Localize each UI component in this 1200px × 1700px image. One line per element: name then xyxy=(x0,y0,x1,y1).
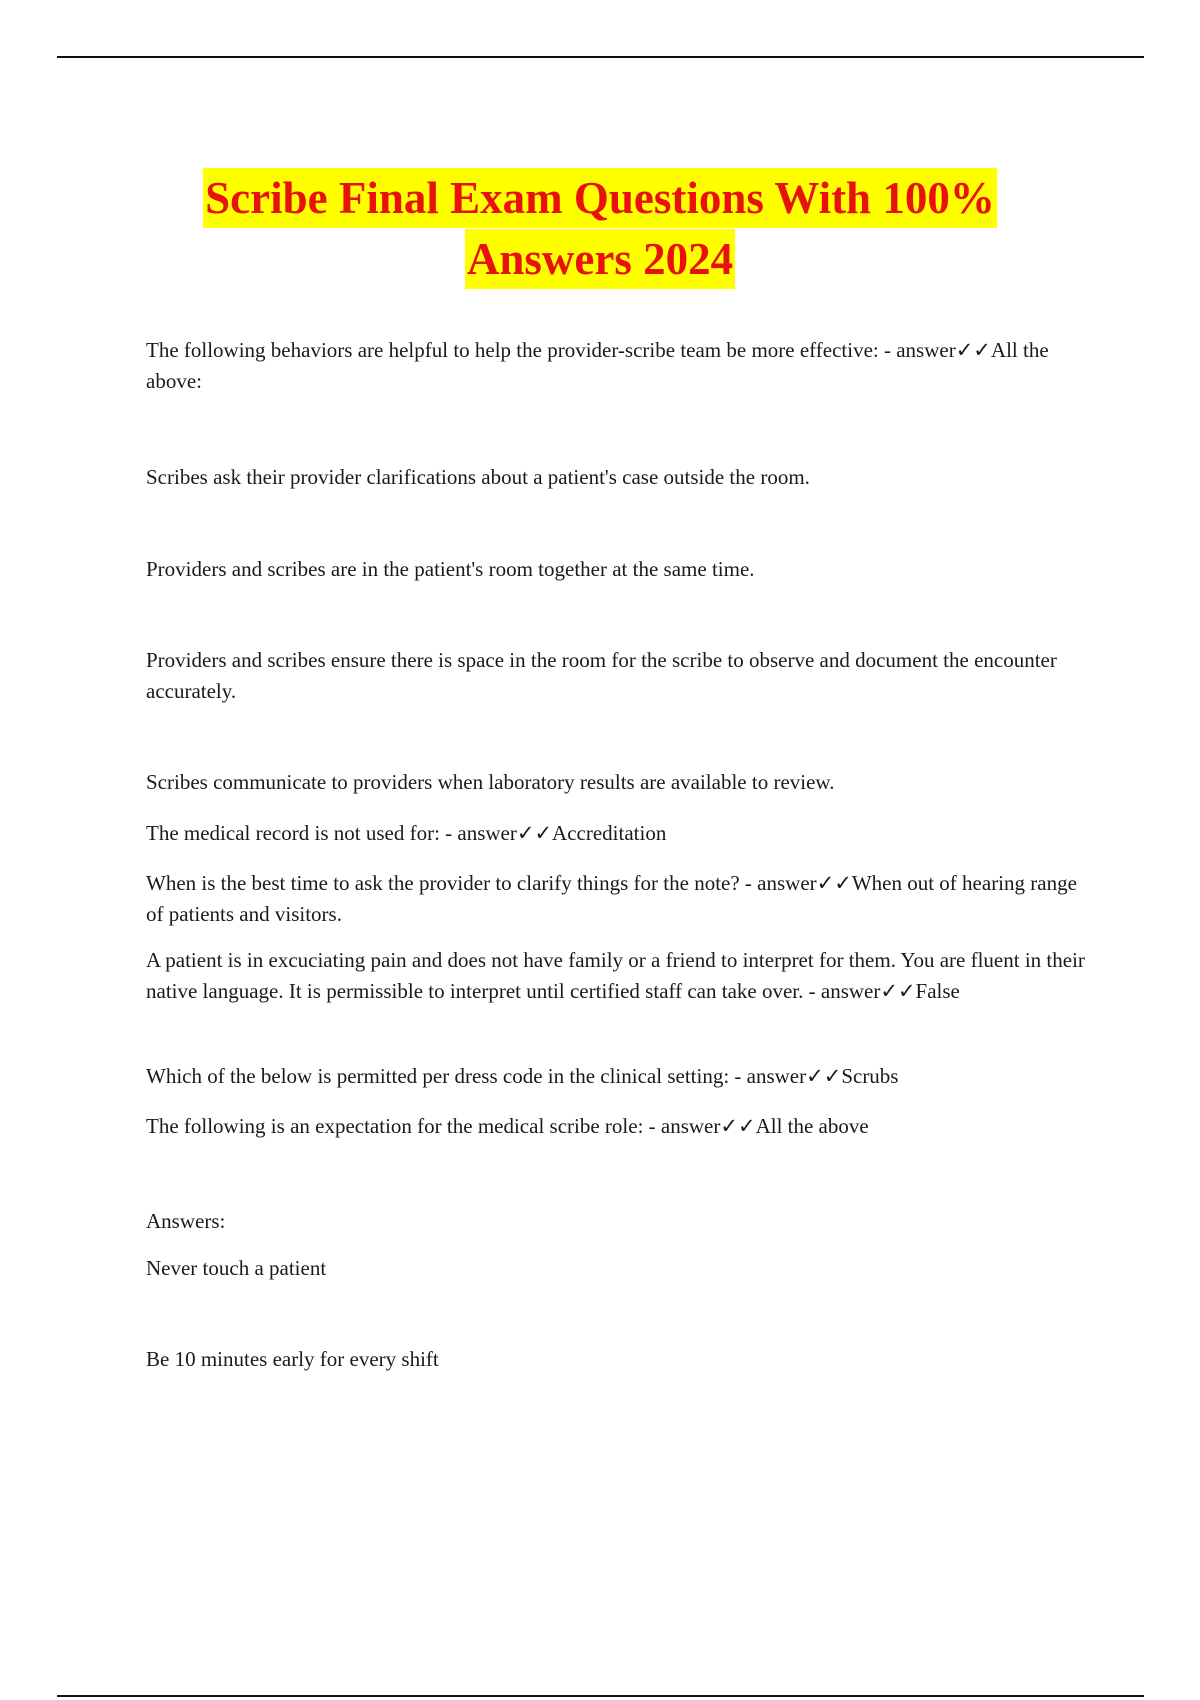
top-rule xyxy=(57,56,1144,58)
question-paragraph: Which of the below is permitted per dress code in the clinical setting: - answer✓✓Scrubs xyxy=(146,1064,899,1088)
title-line-2: Answers 2024 xyxy=(465,229,735,289)
answer-option-paragraph: Scribes communicate to providers when laboratory results are available to review. xyxy=(146,770,835,794)
question-paragraph: The medical record is not used for: - answer✓✓Accreditation xyxy=(146,821,667,845)
answer-item: Never touch a patient xyxy=(146,1256,327,1280)
question-paragraph: The following behaviors are helpful to help the provider-scribe team be more effective: - answer✓✓All the above: xyxy=(146,338,1049,393)
bottom-rule xyxy=(57,1695,1144,1697)
title-line-1: Scribe Final Exam Questions With 100% xyxy=(203,168,997,228)
answer-option-paragraph: Providers and scribes ensure there is space in the room for the scribe to observe and document the encounter accurately. xyxy=(146,648,1057,703)
answers-heading: Answers: xyxy=(146,1209,226,1233)
question-paragraph: A patient is in excuciating pain and does not have family or a friend to interpret for them. You are fluent in their native language. It is permissible to interpret until certified staff can take over. - answer✓✓False xyxy=(146,948,1085,1003)
answer-item: Be 10 minutes early for every shift xyxy=(146,1347,439,1371)
answer-option-paragraph: Scribes ask their provider clarifications about a patient's case outside the room. xyxy=(146,465,810,489)
answer-option-paragraph: Providers and scribes are in the patient's room together at the same time. xyxy=(146,557,755,581)
question-paragraph: The following is an expectation for the medical scribe role: - answer✓✓All the above xyxy=(146,1114,869,1138)
document-title xyxy=(0,168,1200,290)
question-paragraph: When is the best time to ask the provider to clarify things for the note? - answer✓✓When out of hearing range of patients and visitors. xyxy=(146,871,1077,926)
